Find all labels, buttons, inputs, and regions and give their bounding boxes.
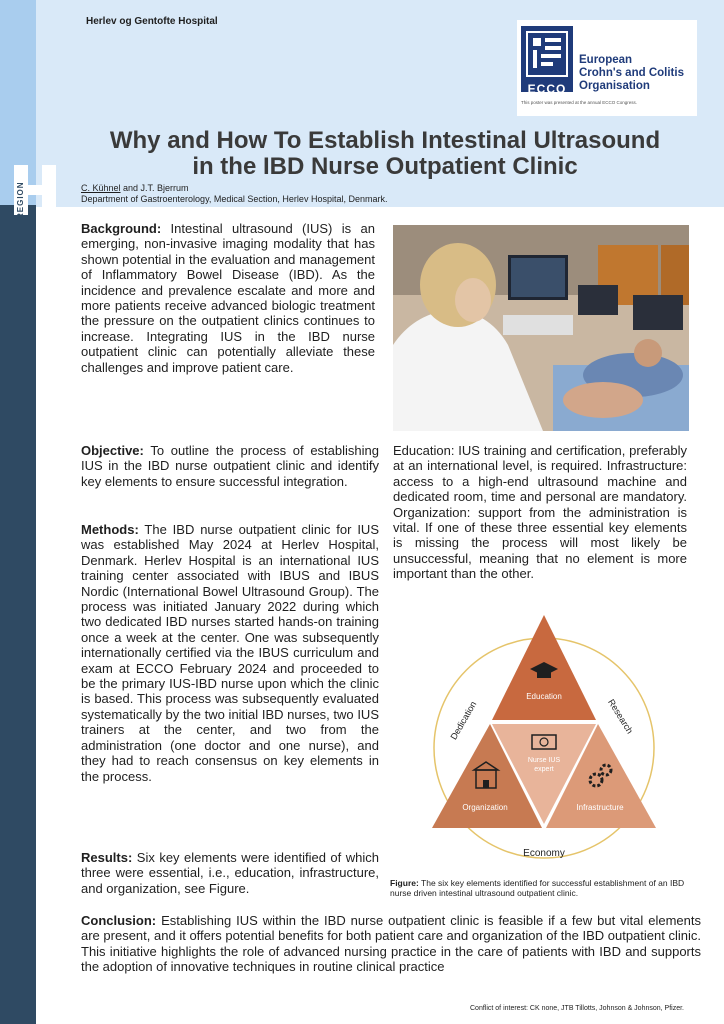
key-elements-text: Education: IUS training and certification, preferably at an international level, is required. Infrastructure: access to a high-end ultrasound machine and dedicated room, time and personal are mandatory. Organization: support from the administration is vital. If one of these three essential key elements is missing the process will most likely be unsuccessful, meaning that no element is more important than the other. [393,443,687,582]
results-section [81,850,379,896]
conflict-of-interest: Conflict of interest: CK none, JTB Tillotts, Johnson & Johnson, Pfizer. [470,1005,684,1012]
ecco-name-line2: Crohn's and Colitis [579,67,684,79]
objective-label: Objective: [81,443,144,458]
author-line [81,183,387,194]
ecco-emblem-icon [521,26,573,82]
hospital-name: Herlev og Gentofte Hospital [86,16,218,27]
label-dedication: Dedication [448,699,479,742]
label-economy: Economy [523,848,565,859]
objective-section [81,443,379,489]
authors [81,183,387,205]
conclusion-label: Conclusion: [81,913,157,928]
poster-title [60,128,710,180]
other-authors: and J.T. Bjerrum [120,183,189,193]
background-text: Intestinal ultrasound (IUS) is an emerging, non-invasive imaging modality that has shown potential in the evaluation and management of Inflammatory Bowel Disease (IBD). As the incidence and prevalence escalate and more and more patients receive advanced biologic treatment the pressure on the outpatient clinics continues to increase. Integrating IUS in the IBD nurse outpatient clinic can potentially alleviate these challenges and improve patient care. [81,221,375,375]
conclusion-text: Establishing IUS within the IBD nurse outpatient clinic is feasible if a few but vital elements are present, and it offers potential benefits for both patient care and organization of the IBD outpatient clinic. This initiative highlights the role of advanced nursing practice in the care of patients with IBD and supports the adoption of innovative techniques in routine clinical practice [81,913,701,975]
label-center-line2: expert [534,766,554,773]
title-line1: Why and How To Establish Intestinal Ultrasound [109,127,661,154]
affiliation: Department of Gastroenterology, Medical Section, Herlev Hospital, Denmark. [81,194,388,204]
clinic-photo [393,225,689,431]
background-label: Background: [81,221,162,236]
objective-text: To outline the process of establishing IUS in the IBD nurse outpatient clinic and identify key elements to ensure successful integration. [81,443,379,489]
background-section [81,221,375,375]
label-research: Research [606,697,635,736]
ecco-name [579,54,684,93]
title-line2: in the IBD Nurse Outpatient Clinic [192,153,578,180]
region-label-wrap [14,181,26,269]
label-education: Education [526,692,562,701]
figure-caption [390,878,690,898]
ecco-name-line3: Organisation [579,80,650,92]
methods-text: The IBD nurse outpatient clinic for IUS was established May 2024 at Herlev Hospital, Denmark. Herlev Hospital is an international IUS training center associated with IBUS and IBUS Nordic (International Bowel Ultrasound Group). The process was initiated January 2022 during which two dedicated IBD nurses started hands-on training once a week at the center. One was subsequently internationally certified via the IBUS curriculum and exam at ECCO February 2024 and proceeded to be the primary IUS-IBD nurse upon which the clinic is based. This process was subsequently evaluated systematically by the two initial IBD nurses, two IUS trainers at the center, and two from the administration (one doctor and one nurse), and they had to reach consensus on key elements in the process. [81,522,379,784]
region-label: REGION [16,181,25,219]
figure-caption-label: Figure: [390,878,419,888]
methods-section [81,522,379,784]
results-label: Results: [81,850,133,865]
ecco-note: This poster was presented at the annual ECCO Congress. [521,100,638,105]
ecco-logo-text: ECCO [527,82,567,96]
first-author: C. Kühnel [81,183,121,193]
methods-label: Methods: [81,522,139,537]
label-center-line1: Nurse IUS [527,757,561,764]
ecco-logo-box [517,20,697,116]
conclusion-section [81,913,701,975]
key-elements-figure [420,610,680,868]
left-stripe [0,0,36,1024]
label-organization: Organization [462,803,508,812]
label-infrastructure: Infrastructure [576,803,624,812]
ultrasound-scene-image [393,225,689,431]
results-text: Six key elements were identified of which three were essential, i.e., education, infrastructure, and organization, see Figure. [81,850,379,896]
figure-caption-text: The six key elements identified for successful establishment of an IBD nurse driven intestinal ultrasound outpatient clinic. [390,878,685,898]
ecco-name-line1: European [579,54,633,66]
